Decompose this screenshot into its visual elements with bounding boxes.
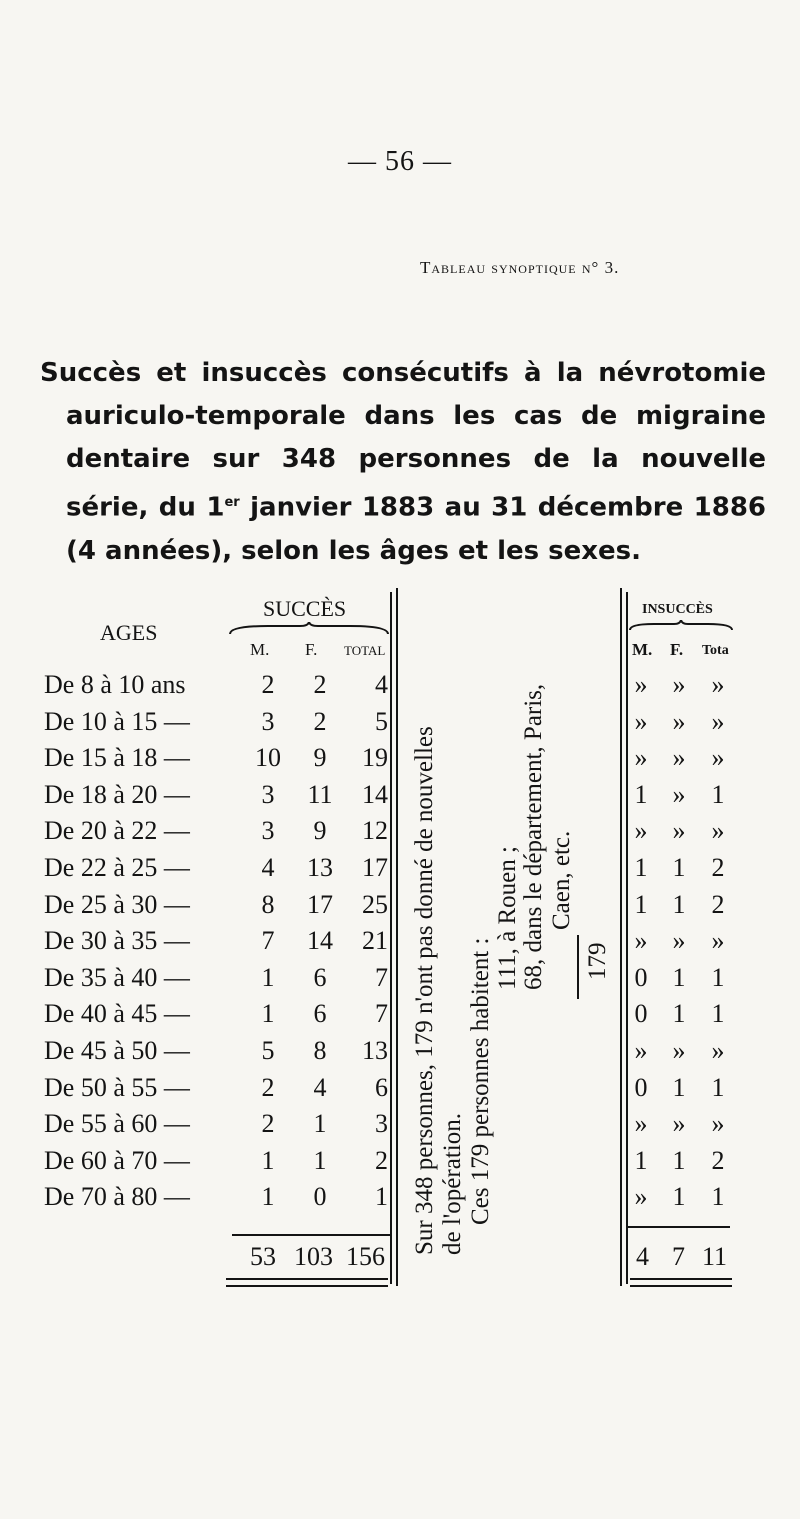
insucces-total: 1: [711, 1182, 725, 1212]
succes-f: 8: [313, 1036, 327, 1065]
insucces-f: »: [672, 816, 686, 846]
succes-col-total: TOTAL: [344, 643, 386, 658]
succes-brace: [228, 622, 390, 636]
note-line-5: 68, dans le département, Paris,: [520, 683, 547, 990]
age-label: De 70 à 80 —: [44, 1182, 190, 1212]
insucces-m: »: [634, 1182, 648, 1212]
succes-f: 2: [313, 706, 327, 736]
insucces-m: 0: [634, 1072, 648, 1102]
insucces-header: INSUCCÈS: [642, 602, 713, 617]
insucces-brace: [628, 620, 734, 632]
succes-total: 1: [375, 1182, 388, 1212]
succes-f: 17: [307, 889, 333, 919]
succes-f: 4: [313, 1072, 327, 1102]
age-label: De 15 à 18 —: [44, 743, 190, 773]
age-label: De 50 à 55 —: [44, 1072, 190, 1102]
age-label: De 30 à 35 —: [44, 926, 190, 956]
insucces-total: »: [711, 670, 725, 699]
succes-m: 8: [261, 889, 275, 919]
note-line-6: Caen, etc.: [548, 830, 575, 930]
insucces-col-f: F.: [670, 640, 684, 659]
insucces-m: 0: [634, 962, 648, 992]
succes-total: 7: [375, 962, 388, 992]
age-label: De 8 à 10 ans: [44, 670, 186, 699]
age-label: De 40 à 45 —: [44, 999, 190, 1029]
insucces-f: »: [672, 1036, 686, 1065]
age-label: De 35 à 40 —: [44, 962, 190, 992]
insucces-f: »: [672, 743, 686, 773]
succes-f: 1: [313, 1145, 327, 1175]
succes-col-m: M.: [250, 640, 270, 659]
succes-m: 2: [261, 1109, 275, 1139]
succes-f: 1: [313, 1109, 327, 1139]
succes-f: 9: [313, 816, 327, 846]
insucces-total: »: [711, 1109, 725, 1139]
insucces-col-m: M.: [632, 640, 653, 659]
succes-f: 2: [313, 670, 327, 699]
succes-f: 11: [307, 779, 333, 809]
total-insucces-f: 7: [672, 1242, 685, 1271]
succes-f: 0: [313, 1182, 327, 1212]
insucces-total: »: [711, 743, 725, 773]
insucces-f: 1: [672, 962, 686, 992]
insucces-m: »: [634, 706, 648, 736]
insucces-m: 1: [634, 889, 648, 919]
succes-f: 6: [313, 962, 327, 992]
succes-total: 5: [375, 706, 388, 736]
succes-m: 1: [261, 999, 275, 1029]
succes-header: SUCCÈS: [263, 596, 347, 621]
insucces-m: »: [634, 816, 648, 846]
succes-m: 1: [261, 1145, 275, 1175]
succes-m: 1: [261, 1182, 275, 1212]
insucces-m: 1: [634, 779, 648, 809]
insucces-total: 1: [711, 962, 725, 992]
insucces-total: 2: [711, 853, 725, 882]
insucces-f: »: [672, 1109, 686, 1139]
insucces-f: »: [672, 779, 686, 809]
insucces-f: 1: [672, 853, 686, 882]
age-label: De 20 à 22 —: [44, 816, 190, 846]
succes-total: 2: [375, 1145, 388, 1175]
succes-m: 5: [261, 1036, 275, 1065]
succes-total: 4: [375, 670, 388, 699]
succes-total: 17: [362, 853, 388, 882]
age-label: De 10 à 15 —: [44, 706, 190, 736]
succes-total: 19: [362, 743, 388, 773]
succes-total: 12: [362, 816, 388, 846]
succes-m: 10: [255, 743, 281, 773]
succes-f: 13: [307, 853, 333, 882]
insucces-m: »: [634, 926, 648, 956]
insucces-total: 2: [711, 1145, 725, 1175]
succes-f: 9: [313, 743, 327, 773]
succes-f: 6: [313, 999, 327, 1029]
double-rule-top: [226, 1278, 388, 1280]
note-line-2: de l'opération.: [439, 1113, 466, 1255]
note-line-1: Sur 348 personnes, 179 n'ont pas donné de nouvelles: [411, 726, 438, 1255]
succes-total: 21: [362, 926, 388, 956]
double-rule-bottom: [226, 1285, 388, 1287]
table-heading: [40, 352, 766, 573]
insucces-m: »: [634, 1109, 648, 1139]
right-divider-outer: [620, 588, 622, 1286]
insucces-f: 1: [672, 1072, 686, 1102]
insucces-total: »: [711, 926, 725, 956]
succes-total: 14: [362, 779, 388, 809]
age-label: De 45 à 50 —: [44, 1036, 190, 1065]
insucces-double-rule-top: [630, 1278, 732, 1280]
succes-m: 2: [261, 670, 275, 699]
age-label: De 18 à 20 —: [44, 779, 190, 809]
succes-m: 3: [261, 816, 275, 846]
succes-m: 3: [261, 706, 275, 736]
insucces-f: »: [672, 670, 686, 699]
insucces-total: 1: [711, 1072, 725, 1102]
insucces-f: »: [672, 926, 686, 956]
succes-total: 6: [375, 1072, 388, 1102]
succes-m: 7: [261, 926, 275, 956]
insucces-total: 2: [711, 889, 725, 919]
page-number: — 56 —: [348, 146, 452, 177]
left-divider-outer: [396, 588, 398, 1286]
insucces-sum-rule: [628, 1226, 730, 1228]
age-label: De 22 à 25 —: [44, 853, 190, 882]
succes-m: 3: [261, 779, 275, 809]
succes-total: 3: [375, 1109, 388, 1139]
succes-m: 2: [261, 1072, 275, 1102]
note-line-7: 179: [584, 942, 611, 980]
ages-header: AGES: [100, 620, 158, 645]
insucces-total: »: [711, 1036, 725, 1065]
insucces-f: 1: [672, 1145, 686, 1175]
succes-col-f: F.: [305, 640, 318, 659]
total-insucces-m: 4: [636, 1242, 649, 1271]
insucces-m: 1: [634, 853, 648, 882]
right-divider-inner: [626, 592, 628, 1284]
insucces-col-total: Tota: [702, 643, 729, 658]
total-succes-f: 103: [294, 1242, 333, 1271]
age-label: De 55 à 60 —: [44, 1109, 190, 1139]
succes-f: 14: [307, 926, 333, 956]
sum-rule: [232, 1234, 392, 1236]
insucces-f: 1: [672, 1182, 686, 1212]
insucces-m: 0: [634, 999, 648, 1029]
age-label: De 60 à 70 —: [44, 1145, 190, 1175]
age-label: De 25 à 30 —: [44, 889, 190, 919]
insucces-double-rule-bottom: [630, 1285, 732, 1287]
left-divider-inner: [390, 592, 392, 1284]
insucces-f: 1: [672, 889, 686, 919]
heading-text-end: janvier 1883 au 31 décembre 1886 (4 années), selon les âges et les sexes.: [66, 492, 767, 566]
total-insucces-total: 11: [702, 1242, 728, 1271]
succes-total: 7: [375, 999, 388, 1029]
insucces-m: 1: [634, 1145, 648, 1175]
insucces-total: 1: [711, 999, 725, 1029]
succes-m: 1: [261, 962, 275, 992]
table-label: Tableau synoptique n° 3.: [420, 258, 620, 277]
note-sum-rule: [577, 935, 579, 999]
insucces-f: »: [672, 706, 686, 736]
succes-total: 25: [362, 889, 388, 919]
total-succes-m: 53: [250, 1242, 276, 1271]
heading-superscript: er: [224, 495, 240, 510]
insucces-total: 1: [711, 779, 725, 809]
insucces-f: 1: [672, 999, 686, 1029]
note-line-3: Ces 179 personnes habitent :: [467, 937, 494, 1225]
succes-m: 4: [261, 853, 275, 882]
insucces-total: »: [711, 706, 725, 736]
insucces-m: »: [634, 670, 648, 699]
heading-text-start: Succès et insuccès consécutifs à la névrotomie auriculo-temporale dans les cas de migraine dentaire sur 348 personnes de la nouvelle série, du 1: [40, 358, 766, 523]
succes-total: 13: [362, 1036, 388, 1065]
total-succes-total: 156: [346, 1242, 385, 1271]
insucces-total: »: [711, 816, 725, 846]
insucces-m: »: [634, 743, 648, 773]
note-line-4: 111, à Rouen ;: [494, 846, 521, 990]
insucces-m: »: [634, 1036, 648, 1065]
